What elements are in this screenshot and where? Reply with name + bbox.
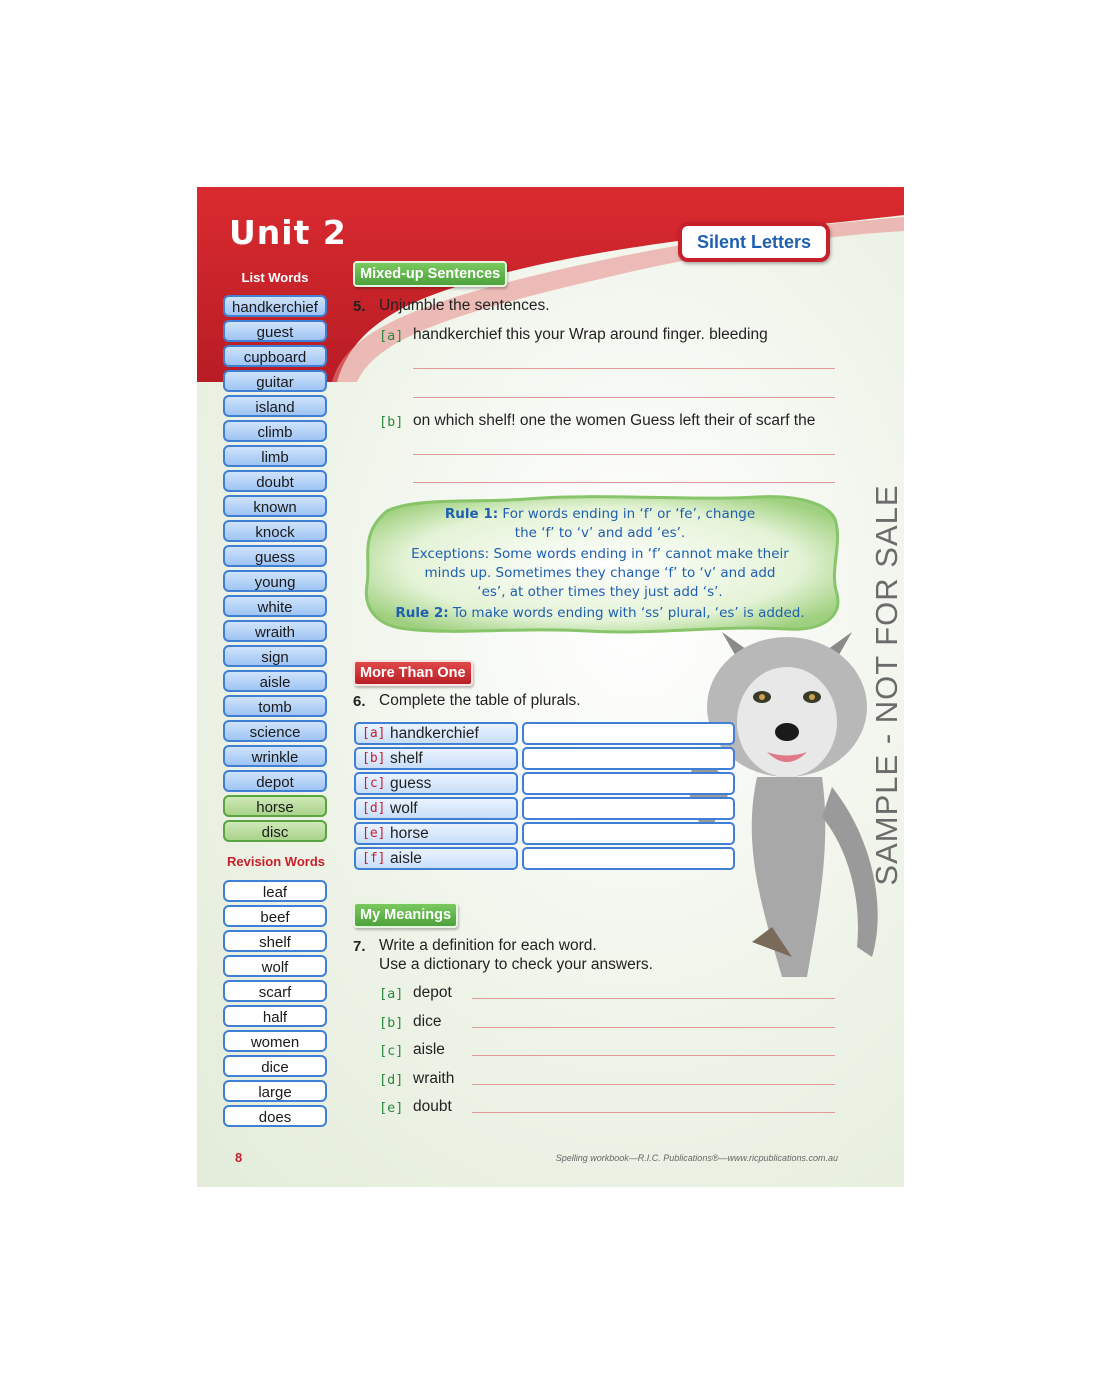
list-word: tomb <box>223 695 327 717</box>
rule-1-line: For words ending in ‘f’ or ‘fe’, change <box>502 506 756 522</box>
answer-line[interactable] <box>472 1084 835 1085</box>
exceptions-line: Exceptions: Some words ending in ‘f’ cannot make their <box>411 546 789 562</box>
question-number: 5. <box>353 298 366 315</box>
table-row <box>354 747 735 770</box>
exceptions-line: ‘es’, at other times they just add ‘s’. <box>477 584 723 600</box>
revision-word: half <box>223 1005 327 1027</box>
jumbled-sentence: on which shelf! one the women Guess left their of scarf the <box>413 412 816 429</box>
answer-line[interactable] <box>413 454 835 455</box>
question-instruction: Unjumble the sentences. <box>379 297 550 314</box>
list-word: wrinkle <box>223 745 327 767</box>
answer-line[interactable] <box>472 1112 835 1113</box>
plural-answer-cell[interactable] <box>522 847 735 870</box>
table-row <box>354 797 735 820</box>
topic-badge: Silent Letters <box>678 222 830 262</box>
list-words <box>223 295 327 845</box>
more-than-one-badge: More Than One <box>353 660 473 686</box>
list-word: cupboard <box>223 345 327 367</box>
revision-word: beef <box>223 905 327 927</box>
list-word: known <box>223 495 327 517</box>
list-word: island <box>223 395 327 417</box>
answer-line[interactable] <box>472 1027 835 1028</box>
rule-exceptions <box>375 545 825 602</box>
singular-word: aisle <box>390 850 422 867</box>
revision-word: shelf <box>223 930 327 952</box>
table-row <box>354 847 735 870</box>
singular-word: horse <box>390 825 429 842</box>
list-word: aisle <box>223 670 327 692</box>
rule-1-heading: Rule 1: <box>444 506 499 522</box>
rule-1-line: the ‘f’ to ‘v’ and add ‘es’. <box>514 525 686 541</box>
table-row <box>354 722 735 745</box>
list-word: climb <box>223 420 327 442</box>
answer-line[interactable] <box>413 482 835 483</box>
answer-line[interactable] <box>413 368 835 369</box>
answer-line[interactable] <box>472 998 835 999</box>
plural-answer-cell[interactable] <box>522 822 735 845</box>
singular-cell <box>354 747 518 770</box>
singular-cell <box>354 847 518 870</box>
question-number: 7. <box>353 938 366 955</box>
revision-word: dice <box>223 1055 327 1077</box>
revision-word: wolf <box>223 955 327 977</box>
jumbled-sentence: handkerchief this your Wrap around finger. bleeding <box>413 326 768 343</box>
revision-word: leaf <box>223 880 327 902</box>
item-label: [d] <box>379 1072 404 1088</box>
singular-word: handkerchief <box>390 725 479 742</box>
singular-cell <box>354 797 518 820</box>
page-number: 8 <box>235 1150 243 1165</box>
singular-cell <box>354 722 518 745</box>
item-label: [b] <box>379 1015 404 1031</box>
question-number: 6. <box>353 693 366 710</box>
revision-word: large <box>223 1080 327 1102</box>
table-row <box>354 822 735 845</box>
plurals-table <box>354 722 735 872</box>
list-word: guitar <box>223 370 327 392</box>
my-meanings-badge: My Meanings <box>353 902 458 928</box>
question-instruction: Use a dictionary to check your answers. <box>379 956 653 973</box>
workbook-page <box>197 187 904 1187</box>
list-word: disc <box>223 820 327 842</box>
list-word: depot <box>223 770 327 792</box>
list-word: guess <box>223 545 327 567</box>
item-label: [a] <box>379 986 404 1002</box>
definition-word: dice <box>413 1013 442 1030</box>
list-word: horse <box>223 795 327 817</box>
answer-line[interactable] <box>472 1055 835 1056</box>
singular-word: wolf <box>390 800 418 817</box>
table-row <box>354 772 735 795</box>
rule-2-line: To make words ending with ‘ss’ plural, ‘es’ is added. <box>452 605 805 621</box>
revision-words-label: Revision Words <box>226 854 325 869</box>
footer-credit: Spelling workbook—R.I.C. Publications®—www.ricpublications.com.au <box>555 1153 838 1163</box>
list-word: white <box>223 595 327 617</box>
row-label: [f] <box>362 851 386 866</box>
row-label: [b] <box>362 751 386 766</box>
row-label: [c] <box>362 776 386 791</box>
watermark: SAMPLE - NOT FOR SALE <box>869 484 904 886</box>
revision-word: does <box>223 1105 327 1127</box>
definition-word: depot <box>413 984 452 1001</box>
list-word: guest <box>223 320 327 342</box>
definition-word: aisle <box>413 1041 445 1058</box>
unit-title: Unit 2 <box>229 213 347 252</box>
plural-answer-cell[interactable] <box>522 797 735 820</box>
list-words-label: List Words <box>241 270 309 285</box>
list-word: doubt <box>223 470 327 492</box>
revision-word: scarf <box>223 980 327 1002</box>
list-word: sign <box>223 645 327 667</box>
rule-2 <box>375 604 825 623</box>
row-label: [e] <box>362 826 386 841</box>
row-label: [a] <box>362 726 386 741</box>
mixed-up-sentences-badge: Mixed-up Sentences <box>353 261 507 287</box>
list-word: knock <box>223 520 327 542</box>
row-label: [d] <box>362 801 386 816</box>
revision-word: women <box>223 1030 327 1052</box>
revision-words <box>223 880 327 1130</box>
item-label: [a] <box>379 328 404 344</box>
plural-answer-cell[interactable] <box>522 722 735 745</box>
question-instruction: Complete the table of plurals. <box>379 692 581 709</box>
definition-word: wraith <box>413 1070 455 1087</box>
list-word: wraith <box>223 620 327 642</box>
rule-1 <box>375 505 825 543</box>
list-word: young <box>223 570 327 592</box>
item-label: [b] <box>379 414 404 430</box>
rule-2-heading: Rule 2: <box>395 605 449 621</box>
list-word: limb <box>223 445 327 467</box>
item-label: [c] <box>379 1043 404 1059</box>
plural-answer-cell[interactable] <box>522 772 735 795</box>
item-label: [e] <box>379 1100 404 1116</box>
list-word: science <box>223 720 327 742</box>
singular-cell <box>354 772 518 795</box>
question-instruction: Write a definition for each word. <box>379 937 597 954</box>
definition-word: doubt <box>413 1098 452 1115</box>
answer-line[interactable] <box>413 397 835 398</box>
singular-cell <box>354 822 518 845</box>
singular-word: guess <box>390 775 432 792</box>
exceptions-line: minds up. Sometimes they change ‘f’ to ‘v’ and add <box>424 565 776 581</box>
singular-word: shelf <box>390 750 423 767</box>
list-word: handkerchief <box>223 295 327 317</box>
plural-answer-cell[interactable] <box>522 747 735 770</box>
